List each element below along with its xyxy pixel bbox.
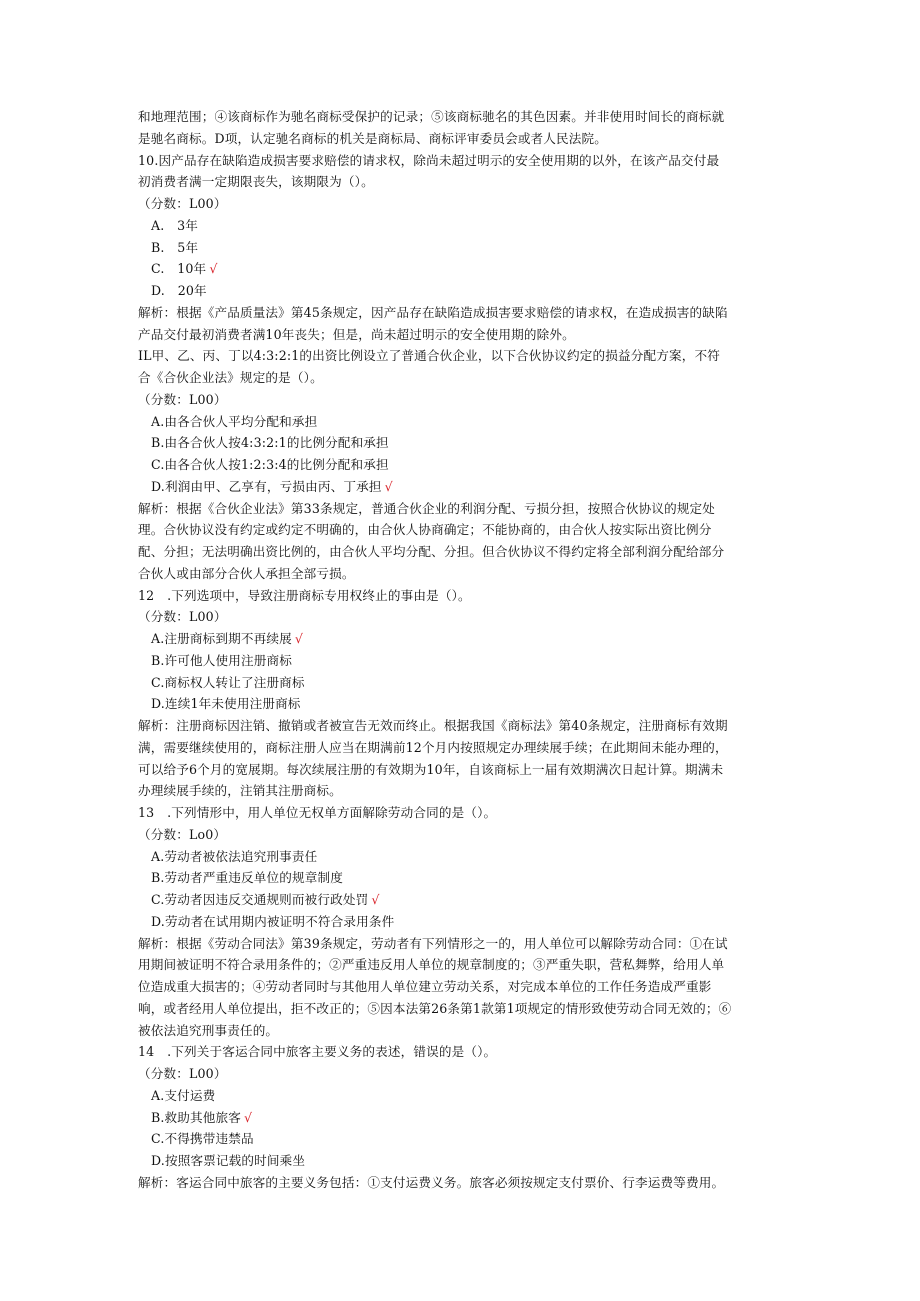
answer-option[interactable] (138, 454, 783, 476)
answer-option-label: A.劳动者被依法追究刑事责任 (151, 848, 318, 864)
analysis-text-line: 解析：根据《产品质量法》第45条规定，因产品存在缺陷造成损害要求赔偿的请求权，在造成损害的缺陷 (138, 304, 728, 320)
question-text-line: 13 .下列情形中，用人单位无权单方面解除劳动合同的是（）。 (138, 805, 497, 820)
answer-option-label: C.商标权人转让了注册商标 (151, 674, 305, 690)
question-score: （分数：L00） (138, 1066, 227, 1081)
question-text-line: IL甲、乙、丙、丁以4:3:2:1的出资比例设立了普通合伙企业，以下合伙协议约定的损益分配方案，不符 (138, 348, 720, 364)
correct-check-icon: √ (294, 631, 304, 646)
analysis-text-line: 办理续展手续的，注销其注册商标。 (138, 783, 342, 799)
analysis-text-line: 满，需要继续使用的，商标注册人应当在期满前12个月内按照规定办理续展手续；在此期间未能办理的， (138, 739, 728, 755)
correct-check-icon: √ (209, 261, 218, 277)
answer-option[interactable] (138, 237, 783, 259)
document-page (138, 106, 783, 1194)
analysis-text-line: 响，或者经用人单位提出，拒不改正的；⑤因本法第26条第1款第1项规定的情形致使劳动合同无效的；⑥ (138, 1000, 732, 1016)
answer-option[interactable] (138, 911, 783, 933)
analysis-text-line: 产品交付最初消费者满10年丧失；但是，尚未超过明示的安全使用期的除外。 (138, 326, 575, 342)
answer-option-label: C.由各合伙人按1:2:3:4的比例分配和承担 (151, 457, 389, 472)
analysis-text-line: 理。合伙协议没有约定或约定不明确的，由合伙人协商确定；不能协商的，由合伙人按实际出资比例分 (138, 522, 712, 538)
answer-option[interactable] (138, 1128, 783, 1150)
answer-option[interactable] (138, 628, 783, 650)
answer-option-label: D.连续1年未使用注册商标 (151, 696, 301, 712)
question-text-line: 14 .下列关于客运合同中旅客主要义务的表述，错误的是（）。 (138, 1044, 497, 1060)
answer-option[interactable] (138, 672, 783, 694)
answer-option-label: A.由各合伙人平均分配和承担 (151, 413, 318, 429)
answer-option-label: B.许可他人使用注册商标 (151, 652, 292, 668)
answer-option-label: D.按照客票记载的时间乘坐 (151, 1153, 306, 1168)
analysis-text-line: 配、分担；无法明确出资比例的，由合伙人平均分配、分担。但合伙协议不得约定将全部利润分配给部分 (138, 544, 725, 559)
question-score: （分数：L00） (138, 391, 227, 407)
question-score: （分数：L00） (138, 196, 227, 211)
analysis-text-line: 位造成重大损害的；④劳动者同时与其他用人单位建立劳动关系，对完成本单位的工作任务造成严重影 (138, 979, 712, 994)
analysis-text-line: 和地理范围；④该商标作为驰名商标受保护的记录；⑤该商标驰名的其色因素。并非使用时间长的商标就 (138, 109, 725, 124)
answer-option[interactable] (138, 280, 783, 302)
answer-option-label: B. 5年 (151, 239, 199, 255)
answer-option[interactable] (138, 650, 783, 672)
answer-option[interactable] (138, 889, 783, 911)
answer-option-label: B.劳动者严重违反单位的规章制度 (151, 870, 343, 886)
answer-option[interactable] (138, 1107, 783, 1129)
question-text-line: 12 .下列选项中，导致注册商标专用权终止的事由是（）。 (138, 587, 471, 603)
answer-option-label: A.支付运费 (151, 1087, 216, 1103)
question-text-line: 合《合伙企业法》规定的是（）。 (138, 370, 323, 385)
answer-option[interactable] (138, 432, 783, 454)
answer-option-label: C.劳动者因违反交通规则而被行政处罚 (151, 892, 369, 907)
answer-option-label: D.劳动者在试用期内被证明不符合录用条件 (151, 913, 395, 929)
analysis-text-line: 解析：注册商标因注销、撤销或者被宣告无效而终止。根据我国《商标法》第40条规定，注册商标有效期 (138, 718, 728, 733)
analysis-text-line: 解析：根据《合伙企业法》第33条规定，普通合伙企业的利润分配、亏损分担，按照合伙协议的规定处 (138, 500, 716, 516)
answer-option-label: C.不得携带违禁品 (151, 1131, 254, 1147)
answer-option[interactable] (138, 258, 783, 280)
answer-option[interactable] (138, 846, 783, 868)
answer-option-label: D.利润由甲、乙享有，亏损由丙、丁承担 (151, 478, 382, 494)
question-text-line: 初消费者满一定期限丧失，该期限为（）。 (138, 174, 374, 190)
answer-option[interactable] (138, 215, 783, 237)
question-score: （分数：Lo0） (138, 826, 227, 842)
answer-option-label: A.注册商标到期不再续展 (151, 631, 292, 646)
analysis-text-line: 是驰名商标。D项，认定驰名商标的机关是商标局、商标评审委员会或者人民法院。 (138, 130, 608, 146)
correct-check-icon: √ (384, 478, 393, 494)
correct-check-icon: √ (244, 1109, 253, 1125)
answer-option[interactable] (138, 693, 783, 715)
answer-option-label: B.由各合伙人按4:3:2:1的比例分配和承担 (151, 435, 389, 451)
answer-option[interactable] (138, 1085, 783, 1107)
answer-option[interactable] (138, 867, 783, 889)
analysis-text-line: 合伙人或由部分合伙人承担全部亏损。 (138, 565, 355, 581)
analysis-text-line: 被依法追究刑事责任的。 (138, 1022, 279, 1038)
analysis-text-line: 解析：根据《劳动合同法》第39条规定，劳动者有下列情形之一的，用人单位可以解除劳动合同：①在试 (138, 935, 728, 951)
answer-option[interactable] (138, 411, 783, 433)
analysis-text-line: 解析：客运合同中旅客的主要义务包括：①支付运费义务。旅客必须按规定支付票价、行李运费等费用。 (138, 1174, 725, 1190)
answer-option-label: D. 20年 (151, 283, 207, 298)
analysis-text-line: 用期间被证明不符合录用条件的；②严重违反用人单位的规章制度的；③严重失职，营私舞弊，给用人单 (138, 957, 725, 973)
answer-option-label: A. 3年 (151, 217, 199, 233)
answer-option-label: B.救助其他旅客 (151, 1109, 242, 1125)
question-score: （分数：L00） (138, 609, 227, 625)
answer-option[interactable] (138, 1150, 783, 1172)
correct-check-icon: √ (371, 892, 380, 907)
analysis-text-line: 可以给予6个月的宽展期。每次续展注册的有效期为10年，自该商标上一届有效期满次日起计算。期满未 (138, 761, 724, 777)
answer-option-label: C. 10年 (151, 261, 207, 277)
answer-option[interactable] (138, 476, 783, 498)
question-text-line: 10.因产品存在缺陷造成损害要求赔偿的请求权，除尚未超过明示的安全使用期的以外，在该产品交付最 (138, 152, 720, 168)
